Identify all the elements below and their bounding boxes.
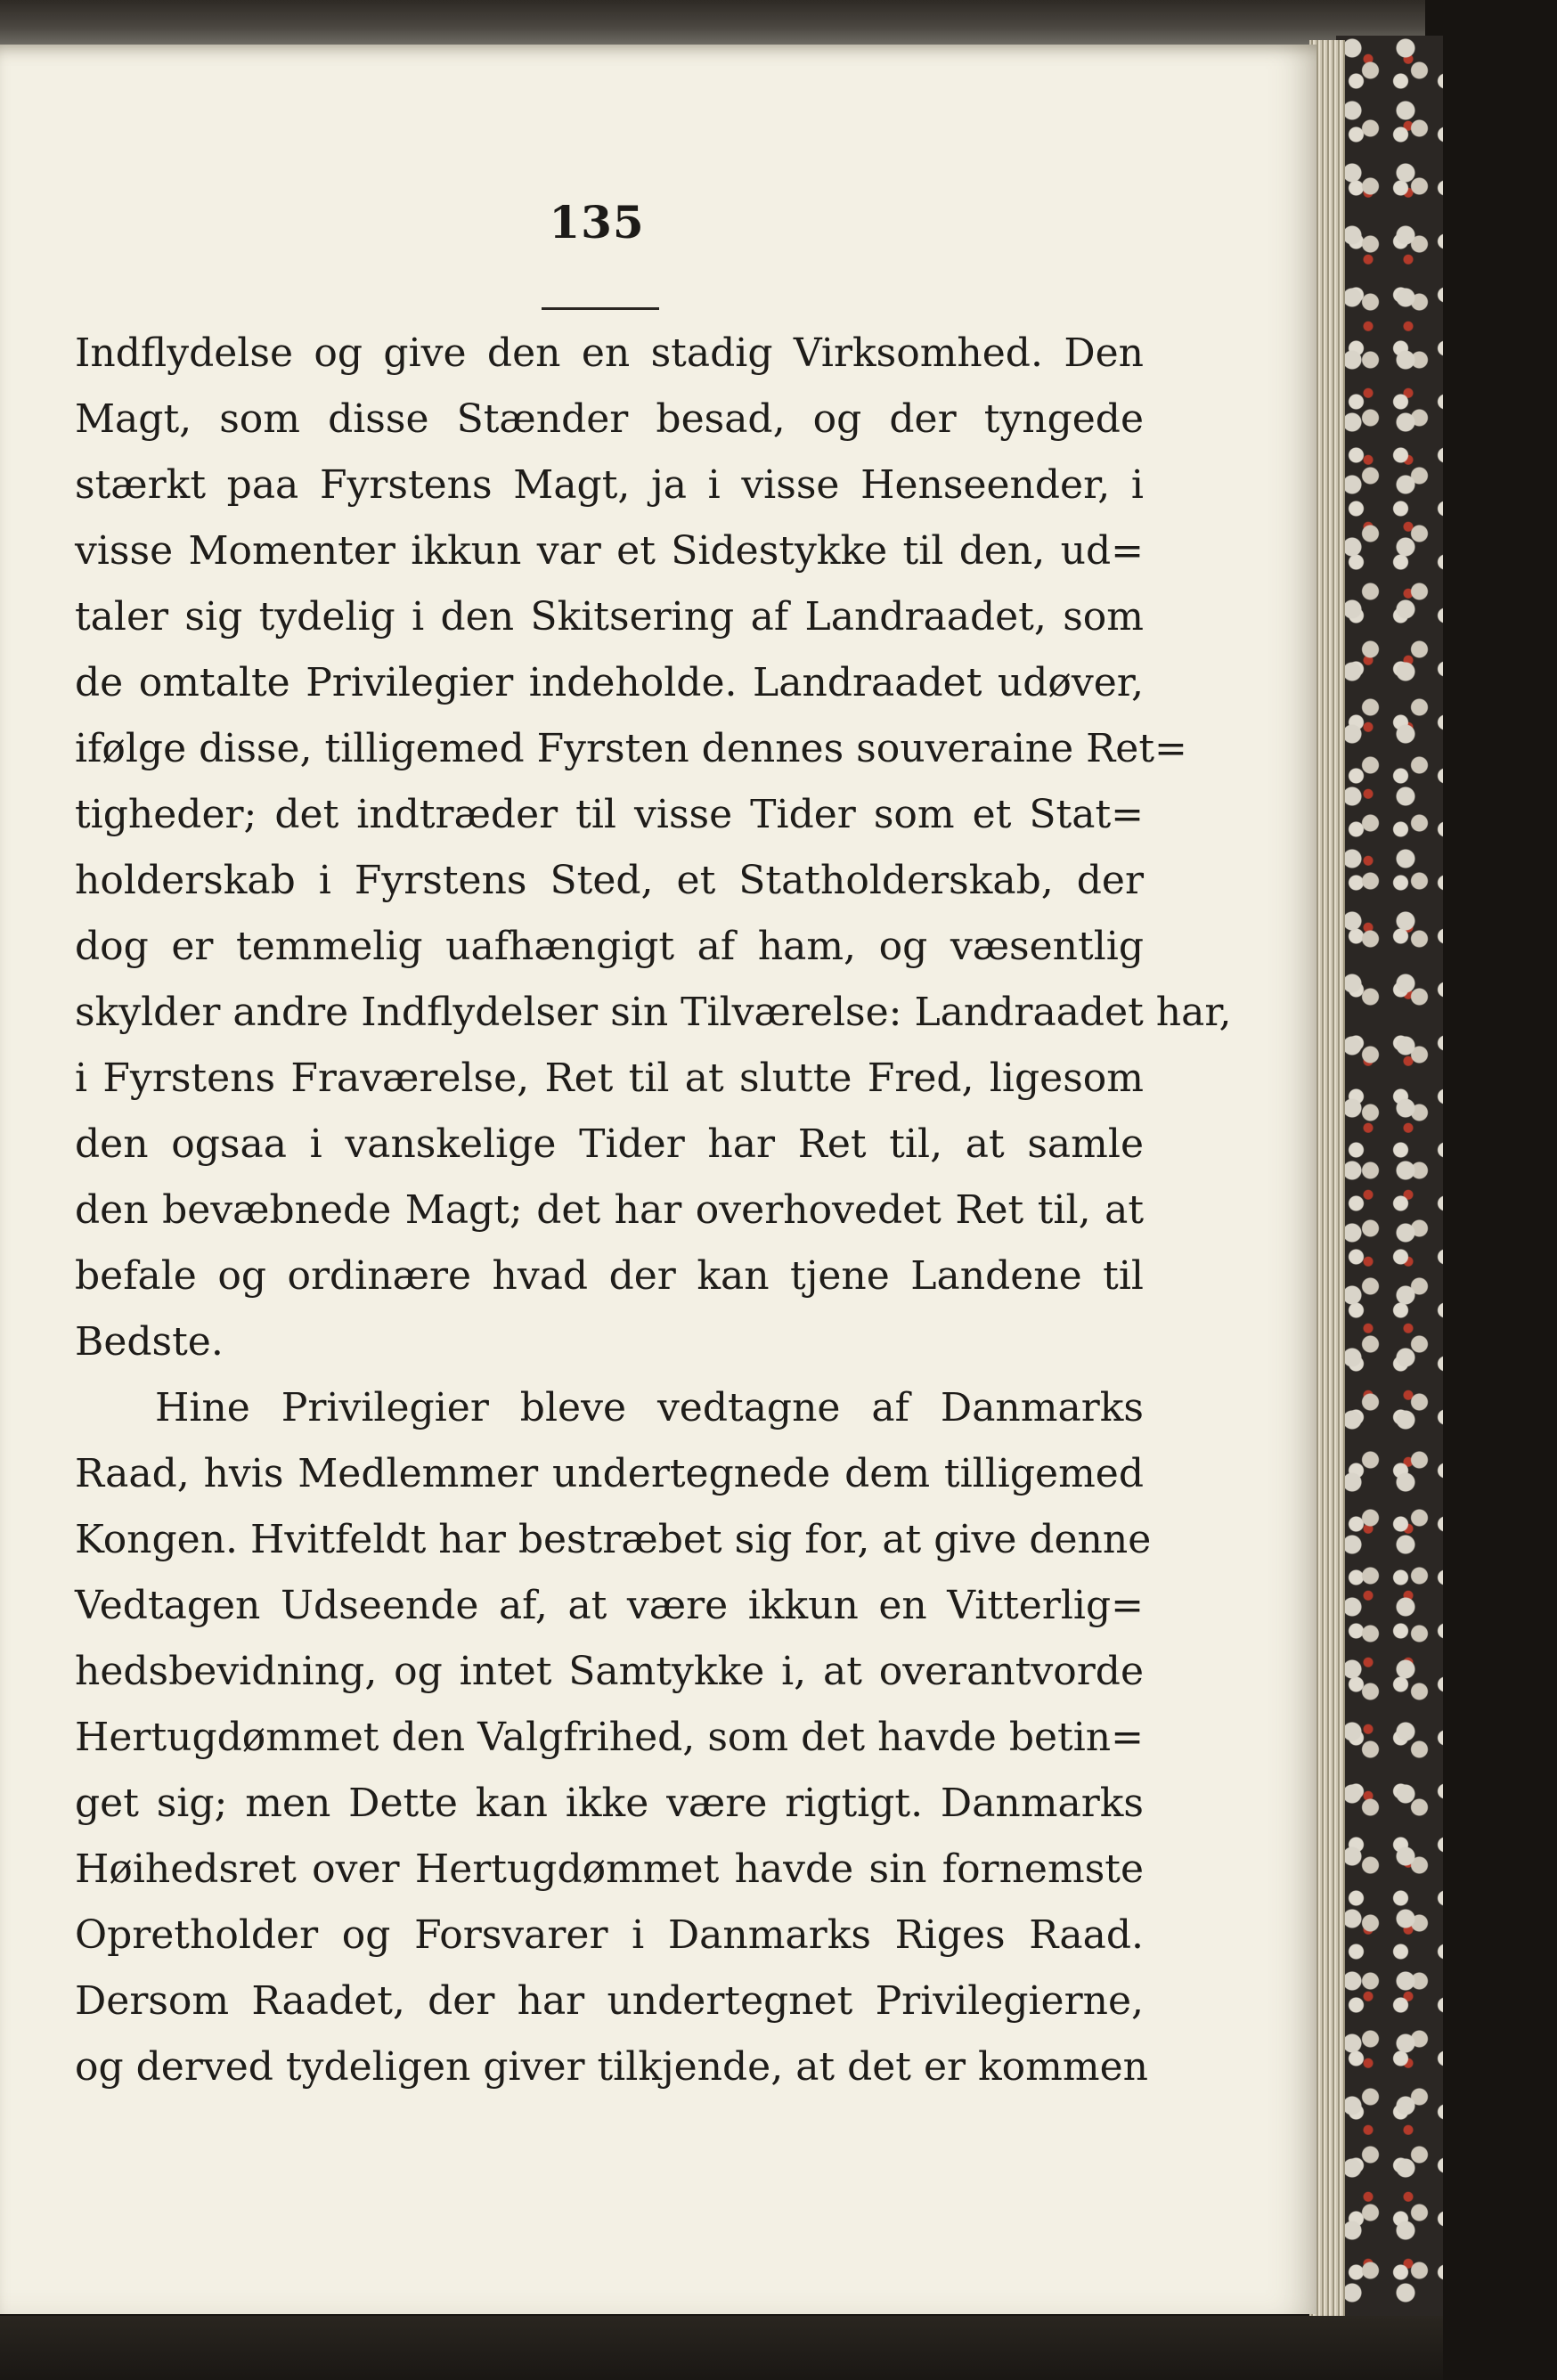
marbled-cover-edge bbox=[1336, 36, 1443, 2316]
body-text bbox=[75, 321, 1232, 2100]
text-line: Opretholder og Forsvarer i Danmarks Riges Raad. bbox=[75, 1912, 1144, 1958]
text-line: Dersom Raadet, der har undertegnet Privilegierne, bbox=[75, 1978, 1144, 2024]
text-line: hedsbevidning, og intet Samtykke i, at overantvorde bbox=[75, 1649, 1144, 1694]
text-line: holderskab i Fyrstens Sted, et Statholderskab, der bbox=[75, 858, 1144, 903]
top-binding-edge bbox=[0, 0, 1425, 45]
text-line: dog er temmelig uafhængigt af ham, og væsentlig bbox=[75, 924, 1144, 969]
text-line: tigheder; det indtræder til visse Tider som et Stat= bbox=[75, 792, 1144, 837]
text-line: Magt, som disse Stænder besad, og der tyngede bbox=[75, 396, 1144, 442]
text-line: den ogsaa i vanskelige Tider har Ret til, at samle bbox=[75, 1121, 1144, 1167]
text-line: Vedtagen Udseende af, at være ikkun en Vitterlig= bbox=[75, 1583, 1144, 1628]
text-line: ifølge disse, tilligemed Fyrsten dennes souveraine Ret= bbox=[75, 726, 1187, 771]
page-number: 135 bbox=[549, 196, 645, 249]
text-line: Raad, hvis Medlemmer undertegnede dem tilligemed bbox=[75, 1451, 1144, 1496]
text-line: i Fyrstens Fraværelse, Ret til at slutte Fred, ligesom bbox=[75, 1056, 1144, 1101]
text-line: Høihedsret over Hertugdømmet havde sin fornemste bbox=[75, 1846, 1144, 1892]
book-page bbox=[0, 45, 1317, 2314]
text-line: Hine Privilegier bleve vedtagne af Danmarks bbox=[155, 1385, 1144, 1430]
bottom-binding-edge bbox=[0, 2316, 1443, 2380]
text-line: Hertugdømmet den Valgfrihed, som det havde betin= bbox=[75, 1715, 1144, 1760]
text-line: Indflydelse og give den en stadig Virksomhed. Den bbox=[75, 330, 1144, 376]
text-line: stærkt paa Fyrstens Magt, ja i visse Henseender, i bbox=[75, 462, 1144, 508]
text-line: de omtalte Privilegier indeholde. Landraadet udøver, bbox=[75, 660, 1144, 705]
text-line: visse Momenter ikkun var et Sidestykke til den, ud= bbox=[75, 528, 1144, 574]
text-line: Kongen. Hvitfeldt har bestræbet sig for, at give denne bbox=[75, 1517, 1152, 1562]
text-line: get sig; men Dette kan ikke være rigtigt. Danmarks bbox=[75, 1781, 1144, 1826]
text-line: skylder andre Indflydelser sin Tilværelse: Landraadet har, bbox=[75, 990, 1232, 1035]
text-line: og derved tydeligen giver tilkjende, at det er kommen bbox=[75, 2044, 1148, 2090]
page-number-rule bbox=[542, 307, 659, 310]
text-line: Bedste. bbox=[75, 1319, 224, 1365]
text-line: den bevæbnede Magt; det har overhovedet Ret til, at bbox=[75, 1187, 1144, 1233]
text-line: befale og ordinære hvad der kan tjene Landene til bbox=[75, 1253, 1144, 1299]
text-line: taler sig tydelig i den Skitsering af Landraadet, som bbox=[75, 594, 1144, 640]
